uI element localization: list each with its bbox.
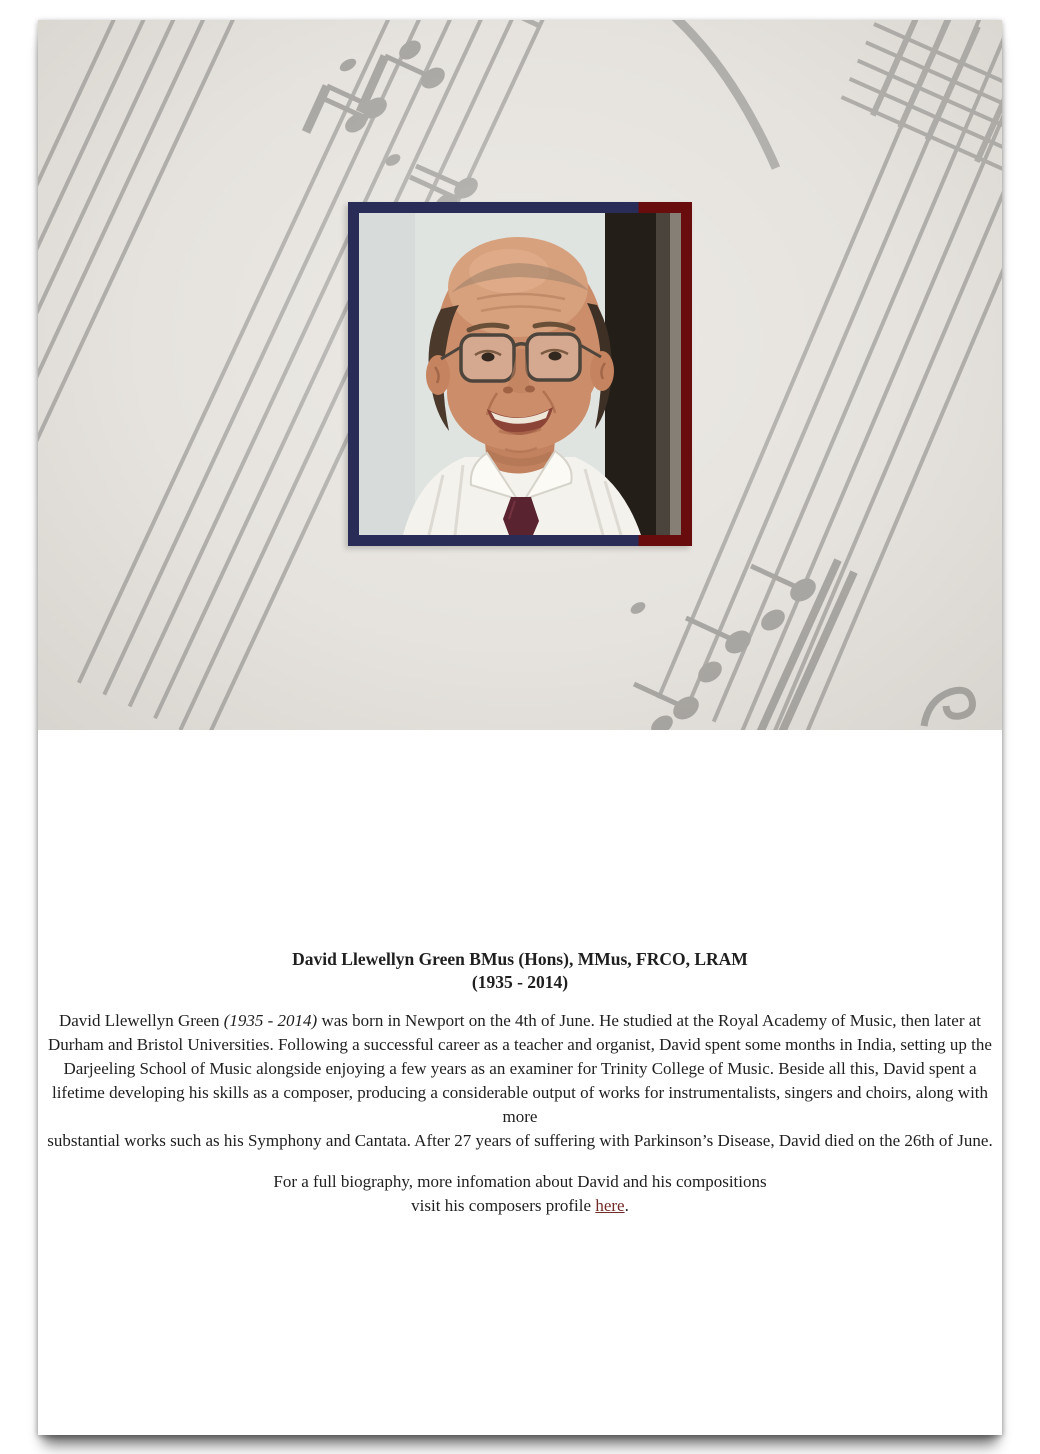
portrait-photo bbox=[359, 213, 681, 535]
hero-section bbox=[38, 20, 1002, 730]
cta-paragraph bbox=[38, 1170, 1002, 1218]
content-section bbox=[38, 730, 1002, 1435]
title-dates: (1935 - 2014) bbox=[471, 972, 569, 992]
cta-line1: For a full biography, more infomation about David and his compositions bbox=[273, 1172, 767, 1191]
cta-line2-prefix: visit his composers profile bbox=[411, 1196, 596, 1215]
beam-curve bbox=[674, 20, 776, 168]
page-title bbox=[38, 948, 1002, 994]
cta-line2-suffix: . bbox=[624, 1196, 629, 1215]
composer-profile-link[interactable]: here bbox=[595, 1196, 625, 1215]
clef-squiggle bbox=[924, 690, 973, 726]
bio-paragraph bbox=[38, 1009, 1002, 1153]
portrait-frame bbox=[348, 202, 692, 546]
staff-lines-upper-left bbox=[38, 20, 270, 520]
page-card bbox=[38, 20, 1002, 1435]
bio-dates-italic: (1935 - 2014) bbox=[223, 1011, 318, 1030]
title-name-credentials: David Llewellyn Green BMus (Hons), MMus, FRCO, LRAM bbox=[292, 949, 748, 969]
bio-intro: David Llewellyn Green bbox=[58, 1011, 224, 1030]
bio-text-line1: was born in Newport on the 4th of June. He studied at the Royal Academy of Music, then later at Durham and Bristol Universities. Following a successful career as a teacher and organist, David spent some months in India, setting up the Darjeeling School of Music alongside enjoying a few years as an examiner for Trinity College of Music. Beside all this, David spent a lifetime developing his skills as a composer, producing a considerable output of works for instrumentalists, singers and choirs, along with more bbox=[48, 1011, 992, 1126]
staff-lattice-top-right bbox=[840, 20, 1002, 215]
bio-text-line2: substantial works such as his Symphony and Cantata. After 27 years of suffering with Parkinson’s Disease, David died on the 26th of June. bbox=[47, 1131, 993, 1150]
